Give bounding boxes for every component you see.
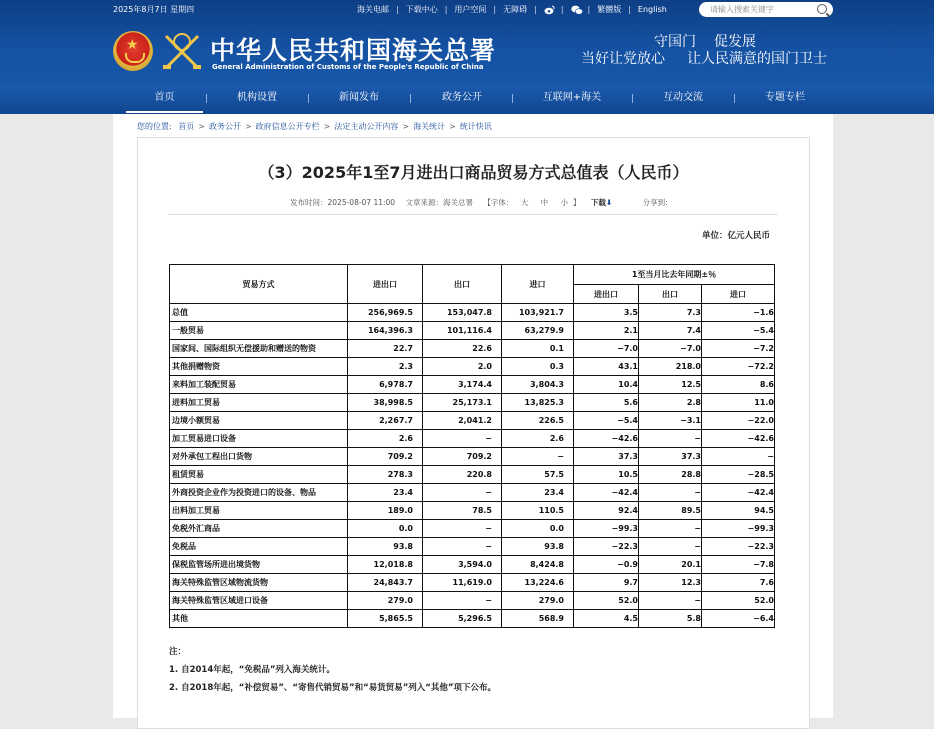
- cell-yoy-import: 8.6: [702, 376, 775, 394]
- header-total: 进出口: [348, 265, 423, 304]
- cell-import: 57.5: [502, 466, 574, 484]
- cell-total: 24,843.7: [348, 574, 423, 592]
- separator: |: [587, 5, 591, 14]
- cell-total: 2.6: [348, 430, 423, 448]
- cell-import: 63,279.9: [502, 322, 574, 340]
- font-medium-button[interactable]: 中: [540, 198, 549, 207]
- cell-yoy-export: −: [639, 430, 702, 448]
- header-yoy-group: 1至当月比去年同期±％: [574, 265, 775, 285]
- nav-separator: [734, 94, 735, 103]
- breadcrumb: [137, 121, 492, 132]
- nav-separator: [512, 94, 513, 103]
- nav-news[interactable]: 新闻发布: [339, 92, 379, 103]
- download-icon: ⬇: [605, 198, 613, 207]
- cell-export: −: [423, 520, 502, 538]
- cell-name: 保税监管场所进出境货物: [170, 556, 348, 574]
- header-export: 出口: [423, 265, 502, 304]
- cell-import: −: [502, 448, 574, 466]
- table-row: [170, 412, 775, 430]
- note-item: 1. 自2014年起，“免税品”列入海关统计。: [169, 665, 335, 675]
- cell-import: 2.6: [502, 430, 574, 448]
- breadcrumb-item[interactable]: 政府信息公开专栏: [255, 122, 320, 131]
- cell-export: −: [423, 484, 502, 502]
- cell-name: 其他: [170, 610, 348, 628]
- cell-total: 93.8: [348, 538, 423, 556]
- table-row: [170, 592, 775, 610]
- cell-yoy-import: −1.6: [702, 304, 775, 322]
- cell-export: −: [423, 430, 502, 448]
- share-label: 分享到:: [642, 198, 668, 207]
- cell-yoy-export: 7.3: [639, 304, 702, 322]
- cell-total: 256,969.5: [348, 304, 423, 322]
- cell-export: 3,594.0: [423, 556, 502, 574]
- cell-yoy-export: −7.0: [639, 340, 702, 358]
- unit-label: 单位：亿元人民币: [702, 231, 771, 241]
- cell-yoy-export: −: [639, 520, 702, 538]
- table-row: [170, 520, 775, 538]
- table-row: [170, 610, 775, 628]
- cell-import: 3,804.3: [502, 376, 574, 394]
- table-row: [170, 304, 775, 322]
- cell-import: 8,424.8: [502, 556, 574, 574]
- cell-name: 加工贸易进口设备: [170, 430, 348, 448]
- cell-yoy-total: 9.7: [574, 574, 639, 592]
- cell-total: 38,998.5: [348, 394, 423, 412]
- table-row: [170, 358, 775, 376]
- page-content: [113, 114, 833, 718]
- cell-yoy-total: −5.4: [574, 412, 639, 430]
- cell-import: 23.4: [502, 484, 574, 502]
- customs-key-logo: [160, 30, 204, 72]
- breadcrumb-item[interactable]: 首页: [178, 122, 195, 131]
- cell-yoy-import: −72.2: [702, 358, 775, 376]
- cell-yoy-total: −7.0: [574, 340, 639, 358]
- divider: [168, 214, 778, 215]
- article-title: （3）2025年1至7月进出口商品贸易方式总值表（人民币）: [258, 163, 689, 182]
- cell-name: 国家间、国际组织无偿援助和赠送的物资: [170, 340, 348, 358]
- cell-import: 93.8: [502, 538, 574, 556]
- site-title-en: General Administration of Customs of the People's Republic of China: [212, 63, 484, 71]
- cell-total: 164,396.3: [348, 322, 423, 340]
- nav-internet-customs[interactable]: 互联网+海关: [542, 92, 602, 103]
- font-size-controls: [483, 198, 580, 207]
- cell-export: 2,041.2: [423, 412, 502, 430]
- publish-time: 发布时间：2025-08-07 11:00: [290, 198, 396, 207]
- link-email[interactable]: 海关电邮: [357, 5, 389, 14]
- slogan-text: 当好让党放心: [581, 51, 665, 67]
- cell-yoy-export: 37.3: [639, 448, 702, 466]
- cell-import: 0.1: [502, 340, 574, 358]
- note-item: 2. 自2018年起，“补偿贸易”、“寄售代销贸易”和“易货贸易”列入“其他”项下公布。: [169, 683, 496, 693]
- cell-export: 2.0: [423, 358, 502, 376]
- cell-yoy-total: −0.9: [574, 556, 639, 574]
- cell-export: 78.5: [423, 502, 502, 520]
- cell-name: 来料加工装配贸易: [170, 376, 348, 394]
- cell-yoy-total: 3.5: [574, 304, 639, 322]
- breadcrumb-item[interactable]: 政务公开: [208, 122, 241, 131]
- cell-yoy-total: 2.1: [574, 322, 639, 340]
- nav-separator: [206, 94, 207, 103]
- cell-export: −: [423, 592, 502, 610]
- nav-separator: [632, 94, 633, 103]
- cell-total: 6,978.7: [348, 376, 423, 394]
- cell-import: 568.9: [502, 610, 574, 628]
- cell-yoy-export: 28.8: [639, 466, 702, 484]
- cell-yoy-export: −: [639, 484, 702, 502]
- table-row: [170, 448, 775, 466]
- cell-yoy-import: 7.6: [702, 574, 775, 592]
- link-english[interactable]: English: [637, 5, 667, 14]
- cell-yoy-import: −42.6: [702, 430, 775, 448]
- cell-import: 226.5: [502, 412, 574, 430]
- cell-yoy-export: 218.0: [639, 358, 702, 376]
- cell-yoy-import: −: [702, 448, 775, 466]
- cell-yoy-import: −99.3: [702, 520, 775, 538]
- cell-name: 外商投资企业作为投资进口的设备、物品: [170, 484, 348, 502]
- separator: |: [628, 5, 631, 14]
- cell-yoy-import: −22.0: [702, 412, 775, 430]
- current-date: 2025年8月7日 星期四: [113, 5, 195, 14]
- table-row: [170, 538, 775, 556]
- article-card: [137, 137, 810, 729]
- cell-yoy-import: −5.4: [702, 322, 775, 340]
- cell-name: 海关特殊监管区域进口设备: [170, 592, 348, 610]
- cell-yoy-total: 52.0: [574, 592, 639, 610]
- table-row: [170, 466, 775, 484]
- cell-import: 110.5: [502, 502, 574, 520]
- cell-name: 出料加工贸易: [170, 502, 348, 520]
- cell-yoy-total: −99.3: [574, 520, 639, 538]
- separator: |: [493, 5, 497, 14]
- cell-yoy-import: −28.5: [702, 466, 775, 484]
- breadcrumb-separator: >: [449, 122, 456, 131]
- cell-yoy-export: 89.5: [639, 502, 702, 520]
- cell-export: −: [423, 538, 502, 556]
- separator: |: [534, 5, 537, 14]
- trade-mode-table: [169, 264, 775, 628]
- nav-special-topics[interactable]: 专题专栏: [765, 92, 805, 103]
- cell-yoy-import: 11.0: [702, 394, 775, 412]
- table-row: [170, 484, 775, 502]
- national-emblem-logo: [113, 31, 153, 71]
- cell-total: 2.3: [348, 358, 423, 376]
- slogan-line-2: [581, 48, 827, 68]
- cell-export: 3,174.4: [423, 376, 502, 394]
- cell-export: 101,116.4: [423, 322, 502, 340]
- table-row: [170, 556, 775, 574]
- cell-total: 189.0: [348, 502, 423, 520]
- font-label: 【字体：: [483, 198, 514, 207]
- font-small-button[interactable]: 小: [560, 198, 569, 207]
- cell-yoy-total: 4.5: [574, 610, 639, 628]
- slogan-text: 促发展: [714, 34, 756, 50]
- article-source: 文章来源：海关总署: [405, 198, 473, 207]
- cell-total: 709.2: [348, 448, 423, 466]
- cell-yoy-total: 10.5: [574, 466, 639, 484]
- cell-total: 23.4: [348, 484, 423, 502]
- cell-name: 边境小额贸易: [170, 412, 348, 430]
- cell-yoy-total: 10.4: [574, 376, 639, 394]
- cell-yoy-export: 20.1: [639, 556, 702, 574]
- breadcrumb-separator: >: [198, 122, 205, 131]
- site-header: [0, 0, 934, 84]
- cell-export: 25,173.1: [423, 394, 502, 412]
- link-traditional[interactable]: 繁體版: [597, 5, 622, 14]
- slogan-text: 守国门: [654, 34, 696, 50]
- breadcrumb-item[interactable]: 法定主动公开内容: [334, 122, 399, 131]
- separator: |: [560, 5, 564, 14]
- cell-yoy-import: −7.2: [702, 340, 775, 358]
- cell-total: 278.3: [348, 466, 423, 484]
- cell-yoy-export: −: [639, 592, 702, 610]
- cell-yoy-import: 94.5: [702, 502, 775, 520]
- nav-organization[interactable]: 机构设置: [237, 92, 277, 103]
- cell-yoy-export: −3.1: [639, 412, 702, 430]
- search-icon[interactable]: [817, 4, 827, 14]
- cell-export: 11,619.0: [423, 574, 502, 592]
- download-label: 下载: [590, 198, 606, 207]
- table-row: [170, 430, 775, 448]
- cell-yoy-total: −42.6: [574, 430, 639, 448]
- top-bar: [0, 0, 934, 20]
- notes-heading: 注：: [169, 647, 187, 657]
- header-yoy-import: 进口: [702, 285, 775, 304]
- breadcrumb-item[interactable]: 海关统计: [413, 122, 446, 131]
- cell-export: 5,296.5: [423, 610, 502, 628]
- header-yoy-total: 进出口: [574, 285, 639, 304]
- cell-import: 103,921.7: [502, 304, 574, 322]
- link-accessibility[interactable]: 无障碍: [503, 5, 528, 14]
- font-end: 】: [573, 198, 581, 207]
- site-title-cn: 中华人民共和国海关总署: [210, 36, 497, 65]
- main-nav: [0, 84, 934, 114]
- download-button[interactable]: [591, 198, 620, 207]
- cell-name: 其他捐赠物资: [170, 358, 348, 376]
- table-row: [170, 574, 775, 592]
- table-body: [170, 304, 775, 628]
- article-meta: [290, 197, 676, 208]
- cell-name: 免税品: [170, 538, 348, 556]
- cell-yoy-total: 43.1: [574, 358, 639, 376]
- cell-yoy-export: 5.8: [639, 610, 702, 628]
- breadcrumb-separator: >: [323, 122, 331, 131]
- search-input[interactable]: [699, 2, 833, 17]
- cell-total: 5,865.5: [348, 610, 423, 628]
- header-yoy-export: 出口: [639, 285, 702, 304]
- cell-name: 进料加工贸易: [170, 394, 348, 412]
- cell-name: 对外承包工程出口货物: [170, 448, 348, 466]
- cell-total: 2,267.7: [348, 412, 423, 430]
- link-user-space[interactable]: 用户空间: [454, 5, 487, 14]
- breadcrumb-prefix: 您的位置:: [137, 122, 172, 131]
- table-row: [170, 502, 775, 520]
- notes: [169, 643, 496, 697]
- table-row: [170, 322, 775, 340]
- cell-total: 22.7: [348, 340, 423, 358]
- cell-yoy-total: 92.4: [574, 502, 639, 520]
- cell-total: 0.0: [348, 520, 423, 538]
- cell-import: 0.0: [502, 520, 574, 538]
- nav-separator: [308, 94, 309, 103]
- cell-yoy-export: 12.5: [639, 376, 702, 394]
- cell-export: 22.6: [423, 340, 502, 358]
- slogan-text: 让人民满意的国门卫士: [687, 51, 827, 67]
- cell-export: 153,047.8: [423, 304, 502, 322]
- cell-name: 总值: [170, 304, 348, 322]
- nav-home[interactable]: 首页: [126, 84, 203, 114]
- cell-yoy-import: 52.0: [702, 592, 775, 610]
- cell-name: 租赁贸易: [170, 466, 348, 484]
- table-row: [170, 340, 775, 358]
- nav-separator: [410, 94, 411, 103]
- header-import: 进口: [502, 265, 574, 304]
- cell-yoy-total: −42.4: [574, 484, 639, 502]
- cell-yoy-export: 12.3: [639, 574, 702, 592]
- wechat-icon[interactable]: [571, 5, 581, 15]
- breadcrumb-separator: >: [402, 122, 410, 131]
- font-large-button[interactable]: 大: [520, 198, 529, 207]
- cell-export: 709.2: [423, 448, 502, 466]
- cell-yoy-export: 2.8: [639, 394, 702, 412]
- cell-yoy-import: −42.4: [702, 484, 775, 502]
- cell-yoy-total: 37.3: [574, 448, 639, 466]
- link-download-center[interactable]: 下载中心: [405, 5, 438, 14]
- table-row: [170, 394, 775, 412]
- search-placeholder: 请输入搜索关键字: [710, 5, 774, 14]
- cell-yoy-import: −22.3: [702, 538, 775, 556]
- cell-name: 一般贸易: [170, 322, 348, 340]
- breadcrumb-item[interactable]: 统计快讯: [459, 122, 492, 131]
- cell-yoy-export: 7.4: [639, 322, 702, 340]
- table-row: [170, 376, 775, 394]
- header-trade-mode: 贸易方式: [170, 265, 348, 304]
- cell-yoy-total: 5.6: [574, 394, 639, 412]
- cell-name: 免税外汇商品: [170, 520, 348, 538]
- cell-import: 279.0: [502, 592, 574, 610]
- cell-total: 279.0: [348, 592, 423, 610]
- cell-total: 12,018.8: [348, 556, 423, 574]
- cell-yoy-total: −22.3: [574, 538, 639, 556]
- cell-export: 220.8: [423, 466, 502, 484]
- cell-import: 0.3: [502, 358, 574, 376]
- cell-name: 海关特殊监管区域物流货物: [170, 574, 348, 592]
- separator: |: [396, 5, 399, 14]
- weibo-icon[interactable]: [544, 5, 554, 15]
- nav-government-affairs[interactable]: 政务公开: [442, 92, 482, 103]
- top-links: [357, 4, 667, 15]
- cell-yoy-import: −7.8: [702, 556, 775, 574]
- cell-import: 13,825.3: [502, 394, 574, 412]
- cell-yoy-export: −: [639, 538, 702, 556]
- separator: |: [444, 5, 448, 14]
- cell-yoy-import: −6.4: [702, 610, 775, 628]
- cell-import: 13,224.6: [502, 574, 574, 592]
- breadcrumb-separator: >: [244, 122, 252, 131]
- nav-interaction[interactable]: 互动交流: [663, 92, 703, 103]
